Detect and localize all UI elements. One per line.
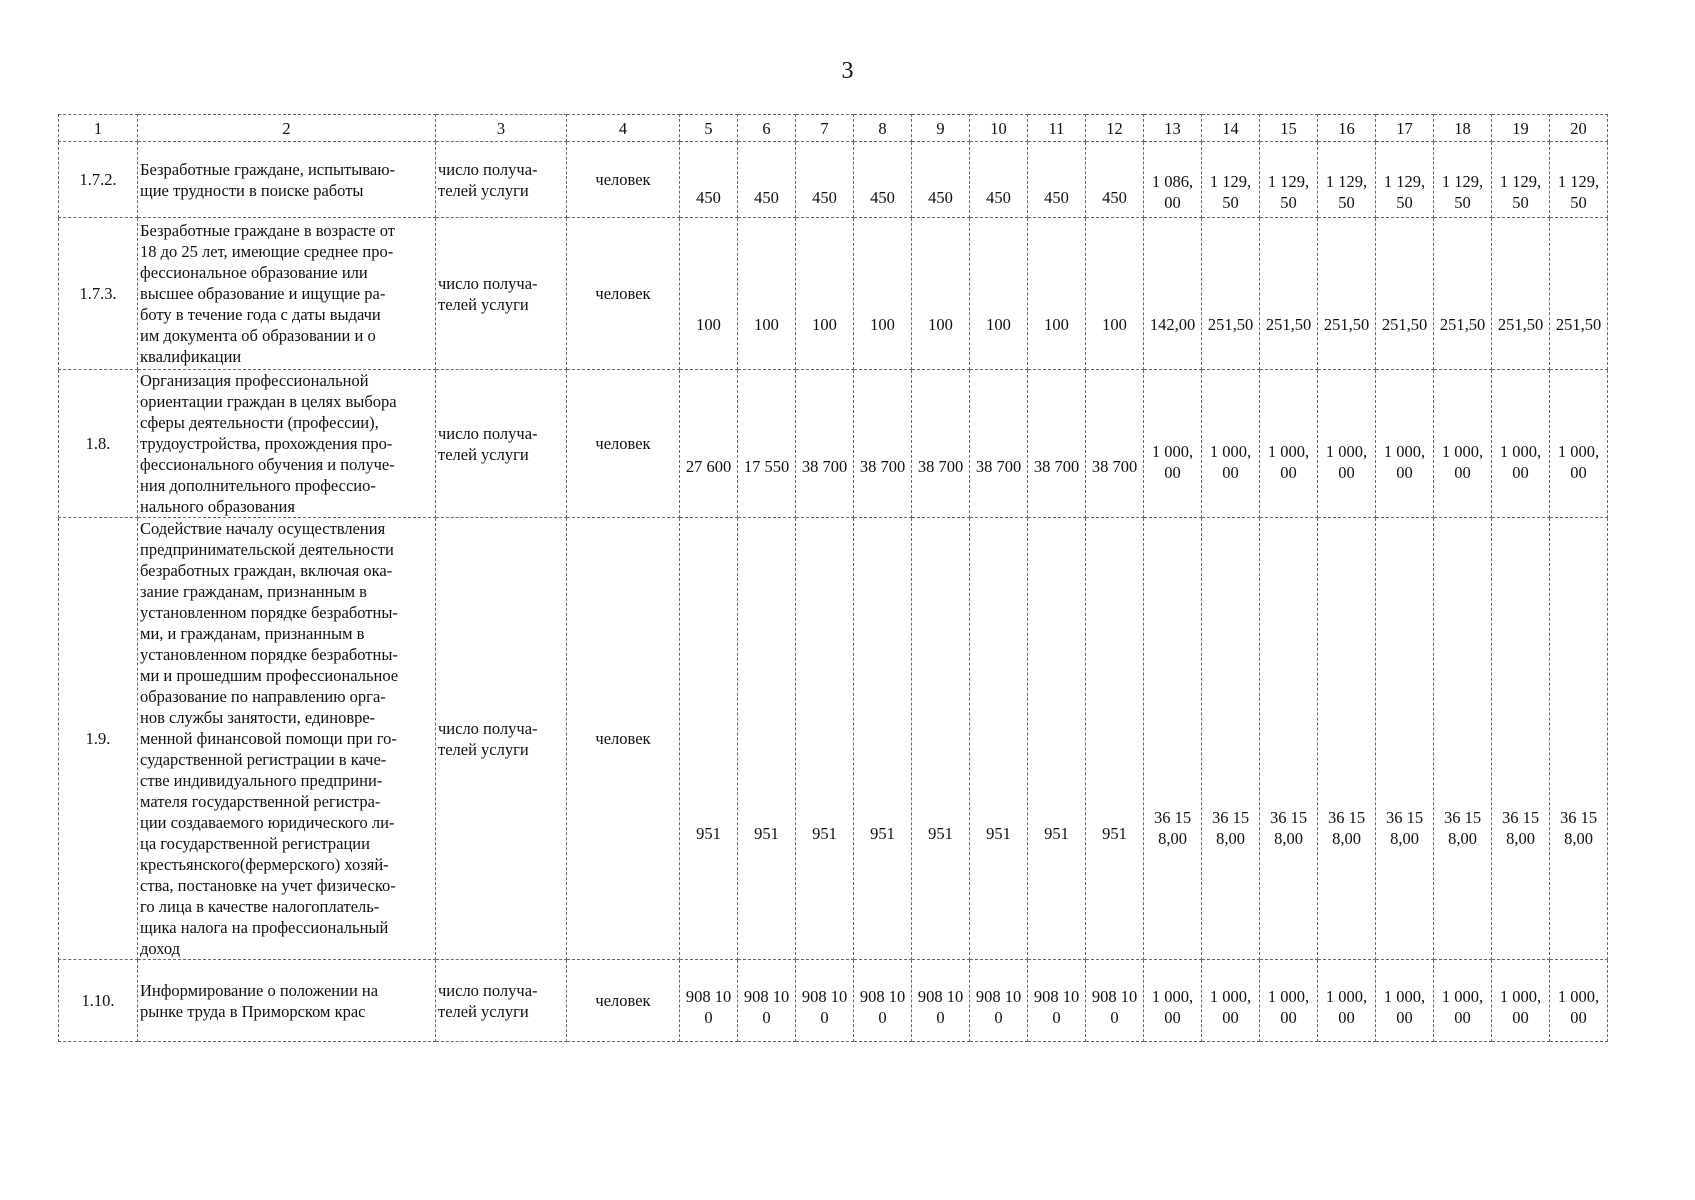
cost-value: 1 129, 50 (1376, 142, 1434, 218)
unit-of-measure: человек (567, 218, 680, 370)
service-name: Безработные граждане в возрасте от 18 до 25 лет, имеющие среднее про- фессиональное образование или высшее образование и ищущие ра- боту в течение года с даты выдачи им документа об образовании и о квалификации (138, 218, 436, 370)
volume-value: 908 10 0 (912, 960, 970, 1042)
table-row (59, 518, 1608, 960)
column-header-9: 9 (912, 115, 970, 142)
column-header-17: 17 (1376, 115, 1434, 142)
row-number: 1.7.3. (59, 218, 138, 370)
cost-value: 1 086, 00 (1144, 142, 1202, 218)
volume-value: 951 (796, 518, 854, 960)
cost-value: 1 129, 50 (1434, 142, 1492, 218)
table-row (59, 370, 1608, 518)
volume-value: 450 (854, 142, 912, 218)
service-name: Организация профессиональной ориентации граждан в целях выбора сферы деятельности (профессии), трудоустройства, прохождения про- фессионального обучения и получе- ния дополнительного профессио- нального образования (138, 370, 436, 518)
cost-value: 1 000, 00 (1376, 960, 1434, 1042)
volume-value: 951 (970, 518, 1028, 960)
volume-value: 951 (680, 518, 738, 960)
volume-value: 100 (970, 218, 1028, 370)
indicator-name: число получа- телей услуги (436, 218, 567, 370)
unit-of-measure: человек (567, 518, 680, 960)
cost-value: 36 15 8,00 (1376, 518, 1434, 960)
cost-value: 1 000, 00 (1318, 370, 1376, 518)
indicator-name: число получа- телей услуги (436, 518, 567, 960)
column-header-7: 7 (796, 115, 854, 142)
column-header-6: 6 (738, 115, 796, 142)
cost-value: 1 129, 50 (1550, 142, 1608, 218)
cost-value: 251,50 (1260, 218, 1318, 370)
cost-value: 1 000, 00 (1202, 960, 1260, 1042)
volume-value: 100 (854, 218, 912, 370)
volume-value: 908 10 0 (796, 960, 854, 1042)
cost-value: 251,50 (1318, 218, 1376, 370)
volume-value: 951 (854, 518, 912, 960)
column-header-14: 14 (1202, 115, 1260, 142)
service-name: Безработные граждане, испытываю- щие трудности в поиске работы (138, 142, 436, 218)
volume-value: 100 (1086, 218, 1144, 370)
volume-value: 450 (970, 142, 1028, 218)
unit-of-measure: человек (567, 370, 680, 518)
volume-value: 450 (680, 142, 738, 218)
column-header-12: 12 (1086, 115, 1144, 142)
cost-value: 1 000, 00 (1144, 370, 1202, 518)
volume-value: 38 700 (796, 370, 854, 518)
cost-value: 36 15 8,00 (1492, 518, 1550, 960)
column-header-13: 13 (1144, 115, 1202, 142)
volume-value: 450 (796, 142, 854, 218)
table-row (59, 218, 1608, 370)
column-header-2: 2 (138, 115, 436, 142)
cost-value: 251,50 (1550, 218, 1608, 370)
volume-value: 100 (796, 218, 854, 370)
column-header-18: 18 (1434, 115, 1492, 142)
column-header-10: 10 (970, 115, 1028, 142)
cost-value: 251,50 (1492, 218, 1550, 370)
volume-value: 908 10 0 (1028, 960, 1086, 1042)
cost-value: 251,50 (1434, 218, 1492, 370)
table-row (59, 142, 1608, 218)
volume-value: 100 (738, 218, 796, 370)
cost-value: 1 000, 00 (1376, 370, 1434, 518)
volume-value: 951 (738, 518, 796, 960)
volume-value: 450 (738, 142, 796, 218)
cost-value: 142,00 (1144, 218, 1202, 370)
cost-value: 36 15 8,00 (1260, 518, 1318, 960)
volume-value: 908 10 0 (738, 960, 796, 1042)
row-number: 1.10. (59, 960, 138, 1042)
volume-value: 38 700 (1086, 370, 1144, 518)
volume-value: 450 (1086, 142, 1144, 218)
volume-value: 450 (912, 142, 970, 218)
volume-value: 38 700 (912, 370, 970, 518)
cost-value: 1 000, 00 (1202, 370, 1260, 518)
volume-value: 908 10 0 (680, 960, 738, 1042)
volume-value: 38 700 (854, 370, 912, 518)
page-number: 3 (841, 58, 854, 84)
cost-value: 1 000, 00 (1550, 960, 1608, 1042)
volume-value: 100 (1028, 218, 1086, 370)
cost-value: 36 15 8,00 (1144, 518, 1202, 960)
row-number: 1.9. (59, 518, 138, 960)
row-number: 1.8. (59, 370, 138, 518)
cost-value: 251,50 (1376, 218, 1434, 370)
cost-value: 1 000, 00 (1260, 960, 1318, 1042)
volume-value: 951 (912, 518, 970, 960)
column-header-8: 8 (854, 115, 912, 142)
indicator-name: число получа- телей услуги (436, 370, 567, 518)
cost-value: 1 000, 00 (1492, 370, 1550, 518)
cost-value: 36 15 8,00 (1434, 518, 1492, 960)
cost-value: 1 129, 50 (1202, 142, 1260, 218)
column-header-row (59, 115, 1608, 142)
cost-value: 251,50 (1202, 218, 1260, 370)
service-name: Информирование о положении на рынке труда в Приморском крас (138, 960, 436, 1042)
cost-value: 1 129, 50 (1492, 142, 1550, 218)
volume-value: 908 10 0 (970, 960, 1028, 1042)
column-header-1: 1 (59, 115, 138, 142)
column-header-3: 3 (436, 115, 567, 142)
volume-value: 951 (1028, 518, 1086, 960)
column-header-15: 15 (1260, 115, 1318, 142)
indicator-name: число получа- телей услуги (436, 960, 567, 1042)
volume-value: 908 10 0 (854, 960, 912, 1042)
volume-value: 38 700 (970, 370, 1028, 518)
row-number: 1.7.2. (59, 142, 138, 218)
cost-value: 36 15 8,00 (1202, 518, 1260, 960)
cost-value: 1 000, 00 (1434, 960, 1492, 1042)
volume-value: 38 700 (1028, 370, 1086, 518)
column-header-5: 5 (680, 115, 738, 142)
services-table (58, 114, 1608, 1042)
service-name: Содействие началу осуществления предпринимательской деятельности безработных граждан, включая ока- зание гражданам, признанным в установленном порядке безработны- ми, и гражданам, признанным в установленном порядке безработны- ми и прошедшим профессиональное образование по направлению орга- нов службы занятости, единовре- менной финансовой помощи при го- сударственной регистрации в каче- стве индивидуального предприни- мателя государственной регистра- ции создаваемого юридического ли- ца государственной регистрации крестьянского(фермерского) хозяй- ства, постановке на учет физическо- го лица в качестве налогоплатель- щика налога на профессиональный доход (138, 518, 436, 960)
indicator-name: число получа- телей услуги (436, 142, 567, 218)
cost-value: 1 000, 00 (1260, 370, 1318, 518)
cost-value: 1 129, 50 (1260, 142, 1318, 218)
volume-value: 951 (1086, 518, 1144, 960)
cost-value: 36 15 8,00 (1550, 518, 1608, 960)
cost-value: 1 000, 00 (1144, 960, 1202, 1042)
volume-value: 27 600 (680, 370, 738, 518)
column-header-16: 16 (1318, 115, 1376, 142)
cost-value: 36 15 8,00 (1318, 518, 1376, 960)
unit-of-measure: человек (567, 960, 680, 1042)
column-header-20: 20 (1550, 115, 1608, 142)
volume-value: 100 (912, 218, 970, 370)
volume-value: 100 (680, 218, 738, 370)
cost-value: 1 000, 00 (1550, 370, 1608, 518)
unit-of-measure: человек (567, 142, 680, 218)
volume-value: 17 550 (738, 370, 796, 518)
table-row (59, 960, 1608, 1042)
cost-value: 1 000, 00 (1492, 960, 1550, 1042)
cost-value: 1 000, 00 (1318, 960, 1376, 1042)
column-header-19: 19 (1492, 115, 1550, 142)
volume-value: 908 10 0 (1086, 960, 1144, 1042)
cost-value: 1 000, 00 (1434, 370, 1492, 518)
volume-value: 450 (1028, 142, 1086, 218)
column-header-11: 11 (1028, 115, 1086, 142)
cost-value: 1 129, 50 (1318, 142, 1376, 218)
column-header-4: 4 (567, 115, 680, 142)
